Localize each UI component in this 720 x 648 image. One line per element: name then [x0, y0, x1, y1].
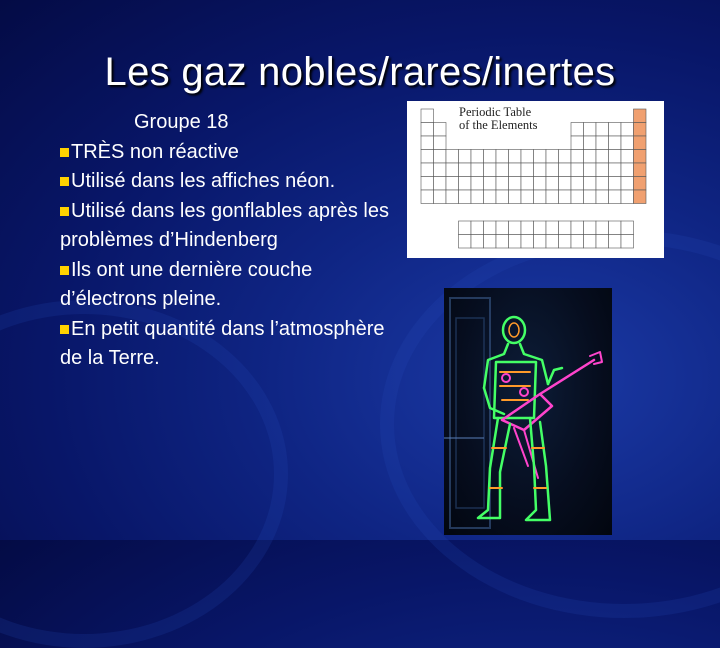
- element-cell: [446, 177, 459, 191]
- element-cell: [509, 163, 522, 177]
- element-cell: [634, 109, 647, 123]
- element-cell: [546, 235, 559, 249]
- element-cell: [609, 123, 622, 137]
- square-bullet-icon: [60, 177, 69, 186]
- element-cell: [596, 190, 609, 204]
- element-cell: [559, 163, 572, 177]
- element-cell: [584, 177, 597, 191]
- element-cell: [521, 235, 534, 249]
- element-cell: [596, 150, 609, 164]
- element-cell: [609, 150, 622, 164]
- element-cell: [571, 235, 584, 249]
- periodic-table-caption: Periodic Table of the Elements: [459, 105, 538, 132]
- element-cell: [609, 190, 622, 204]
- element-cell: [471, 177, 484, 191]
- element-cell: [621, 136, 634, 150]
- element-cell: [596, 221, 609, 235]
- element-cell: [621, 123, 634, 137]
- element-cell: [634, 190, 647, 204]
- element-cell: [609, 136, 622, 150]
- element-cell: [534, 235, 547, 249]
- element-cell: [621, 163, 634, 177]
- bullet-item: Utilisé dans les affiches néon.: [60, 167, 405, 197]
- element-cell: [446, 190, 459, 204]
- element-cell: [484, 190, 497, 204]
- element-cell: [471, 235, 484, 249]
- element-cell: [496, 150, 509, 164]
- element-cell: [471, 150, 484, 164]
- element-cell: [421, 163, 434, 177]
- element-cell: [496, 235, 509, 249]
- element-cell: [596, 177, 609, 191]
- element-cell: [434, 150, 447, 164]
- neon-sign-photo: [444, 288, 612, 535]
- element-cell: [459, 235, 472, 249]
- element-cell: [634, 136, 647, 150]
- element-cell: [434, 177, 447, 191]
- element-cell: [496, 221, 509, 235]
- element-cell: [634, 150, 647, 164]
- slide-body: [60, 108, 405, 374]
- element-cell: [421, 190, 434, 204]
- bullet-item: En petit quantité dans l’atmosphère de la Terre.: [60, 317, 385, 369]
- element-cell: [434, 163, 447, 177]
- element-cell: [459, 221, 472, 235]
- element-cell: [434, 136, 447, 150]
- element-cell: [609, 235, 622, 249]
- element-cell: [521, 190, 534, 204]
- element-cell: [546, 163, 559, 177]
- element-cell: [571, 123, 584, 137]
- element-cell: [521, 163, 534, 177]
- element-cell: [509, 235, 522, 249]
- element-cell: [596, 235, 609, 249]
- element-cell: [509, 177, 522, 191]
- element-cell: [421, 109, 434, 123]
- element-cell: [559, 221, 572, 235]
- bullet-item: Ils ont une dernière couche d’électrons pleine.: [60, 258, 313, 310]
- element-cell: [621, 221, 634, 235]
- element-cell: [634, 163, 647, 177]
- element-cell: [571, 150, 584, 164]
- element-cell: [559, 177, 572, 191]
- element-cell: [546, 177, 559, 191]
- square-bullet-icon: [60, 266, 69, 275]
- element-cell: [459, 150, 472, 164]
- element-cell: [484, 235, 497, 249]
- element-cell: [471, 190, 484, 204]
- bullet-item: TRÈS non réactive: [60, 138, 405, 168]
- element-cell: [434, 123, 447, 137]
- element-cell: [571, 163, 584, 177]
- element-cell: [421, 177, 434, 191]
- element-cell: [484, 221, 497, 235]
- element-cell: [521, 150, 534, 164]
- element-cell: [446, 163, 459, 177]
- element-cell: [521, 177, 534, 191]
- element-cell: [534, 190, 547, 204]
- element-cell: [471, 163, 484, 177]
- element-cell: [571, 177, 584, 191]
- element-cell: [446, 150, 459, 164]
- element-cell: [584, 123, 597, 137]
- element-cell: [584, 150, 597, 164]
- element-cell: [496, 190, 509, 204]
- element-cell: [584, 136, 597, 150]
- periodic-table-image: [407, 101, 664, 258]
- element-cell: [571, 221, 584, 235]
- element-cell: [459, 163, 472, 177]
- element-cell: [496, 163, 509, 177]
- element-cell: [421, 136, 434, 150]
- neon-guitarist-image: [444, 288, 612, 535]
- element-cell: [571, 136, 584, 150]
- element-cell: [559, 150, 572, 164]
- element-cell: [459, 177, 472, 191]
- element-cell: [484, 177, 497, 191]
- element-cell: [484, 150, 497, 164]
- element-cell: [434, 190, 447, 204]
- element-cell: [546, 221, 559, 235]
- element-cell: [421, 150, 434, 164]
- element-cell: [484, 163, 497, 177]
- slide-title: Les gaz nobles/rares/inertes: [104, 50, 616, 94]
- element-cell: [571, 190, 584, 204]
- element-cell: [496, 177, 509, 191]
- element-cell: [534, 177, 547, 191]
- element-cell: [609, 177, 622, 191]
- element-cell: [584, 163, 597, 177]
- element-cell: [509, 221, 522, 235]
- element-cell: [559, 190, 572, 204]
- element-cell: [534, 221, 547, 235]
- element-cell: [459, 190, 472, 204]
- element-cell: [521, 221, 534, 235]
- element-cell: [546, 150, 559, 164]
- element-cell: [596, 136, 609, 150]
- element-cell: [546, 190, 559, 204]
- element-cell: [509, 150, 522, 164]
- element-cell: [621, 177, 634, 191]
- element-cell: [584, 221, 597, 235]
- square-bullet-icon: [60, 148, 69, 157]
- element-cell: [596, 163, 609, 177]
- square-bullet-icon: [60, 207, 69, 216]
- element-cell: [534, 163, 547, 177]
- element-cell: [596, 123, 609, 137]
- element-cell: [584, 235, 597, 249]
- element-cell: [421, 123, 434, 137]
- element-cell: [609, 221, 622, 235]
- element-cell: [534, 150, 547, 164]
- element-cell: [634, 123, 647, 137]
- square-bullet-icon: [60, 325, 69, 334]
- element-cell: [584, 190, 597, 204]
- element-cell: [621, 150, 634, 164]
- element-cell: [559, 235, 572, 249]
- subheading: Groupe 18: [134, 111, 229, 133]
- element-cell: [509, 190, 522, 204]
- element-cell: [621, 235, 634, 249]
- element-cell: [609, 163, 622, 177]
- element-cell: [621, 190, 634, 204]
- bullet-item: Utilisé dans les gonflables après les problèmes d’Hindenberg: [60, 199, 389, 251]
- element-cell: [634, 177, 647, 191]
- element-cell: [471, 221, 484, 235]
